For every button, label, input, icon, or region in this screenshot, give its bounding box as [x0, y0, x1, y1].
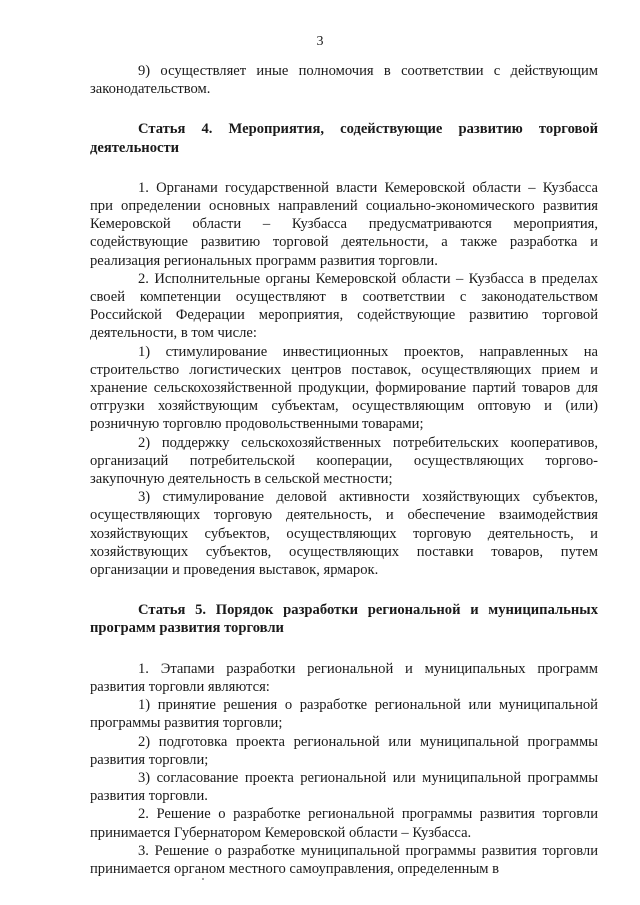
paragraph-item-9: 9) осуществляет иные полномочия в соответствии с действующим законодательством. — [90, 63, 598, 98]
article-5-subitem-1: 1) принятие решения о разработке региональной или муниципальной программы развития торговли; — [90, 697, 598, 732]
page-number: 3 — [316, 34, 324, 49]
article-4-subitem-2: 2) поддержку сельскохозяйственных потребительских кооперативов, организаций потребительской кооперации, осуществляющих торгово-закупочную деятельность в сельской местности; — [90, 434, 598, 488]
article-4-subitem-3: 3) стимулирование деловой активности хозяйствующих субъектов, осуществляющих торговую деятельность, и обеспечение взаимодействия хозяйствующих субъектов, осуществляющих торговую деятельность, и хозяйствующих субъектов, осуществляющих поставки товаров, путем организации и проведения выставок, ярмарок. — [90, 489, 598, 579]
article-5-paragraph-1: 1. Этапами разработки региональной и муниципальных программ развития торговли являются: — [90, 660, 598, 695]
article-5-paragraph-3: 3. Решение о разработке муниципальной программы развития торговли принимается органом местного самоуправления, определенным в — [90, 842, 598, 877]
article-5-subitem-2: 2) подготовка проекта региональной или муниципальной программы развития торговли; — [90, 733, 598, 768]
article-4-heading: Статья 4. Мероприятия, содействующие развитию торговой деятельности — [90, 121, 598, 156]
article-4-paragraph-1: 1. Органами государственной власти Кемеровской области – Кузбасса при определении основных направлений социально-экономического развития Кемеровской области – Кузбасса предусматриваются мероприятия, содействующие развитию торговой деятельности, а также разработка и реализация региональных программ развития торговли. — [90, 179, 598, 269]
article-4-subitem-1: 1) стимулирование инвестиционных проектов, направленных на строительство логистических центров поставок, осуществляющих прием и хранение сельскохозяйственной продукции, формирование партий товаров для отгрузки хозяйствующим субъектам, осуществляющим оптовую и (или) розничную торговлю продовольственными товарами; — [90, 343, 598, 433]
scan-artifact-dot — [202, 878, 204, 880]
article-5-paragraph-2: 2. Решение о разработке региональной программы развития торговли принимается Губернатором Кемеровской области – Кузбасса. — [90, 806, 598, 841]
article-4-paragraph-2: 2. Исполнительные органы Кемеровской области – Кузбасса в пределах своей компетенции осуществляют в соответствии с законодательством Российской Федерации мероприятия, содействующие развитию торговой деятельности, в том числе: — [90, 270, 598, 342]
article-5-heading: Статья 5. Порядок разработки региональной и муниципальных программ развития торговли — [90, 602, 598, 637]
document-body — [90, 62, 598, 878]
article-5-subitem-3: 3) согласование проекта региональной или муниципальной программы развития торговли. — [90, 769, 598, 805]
